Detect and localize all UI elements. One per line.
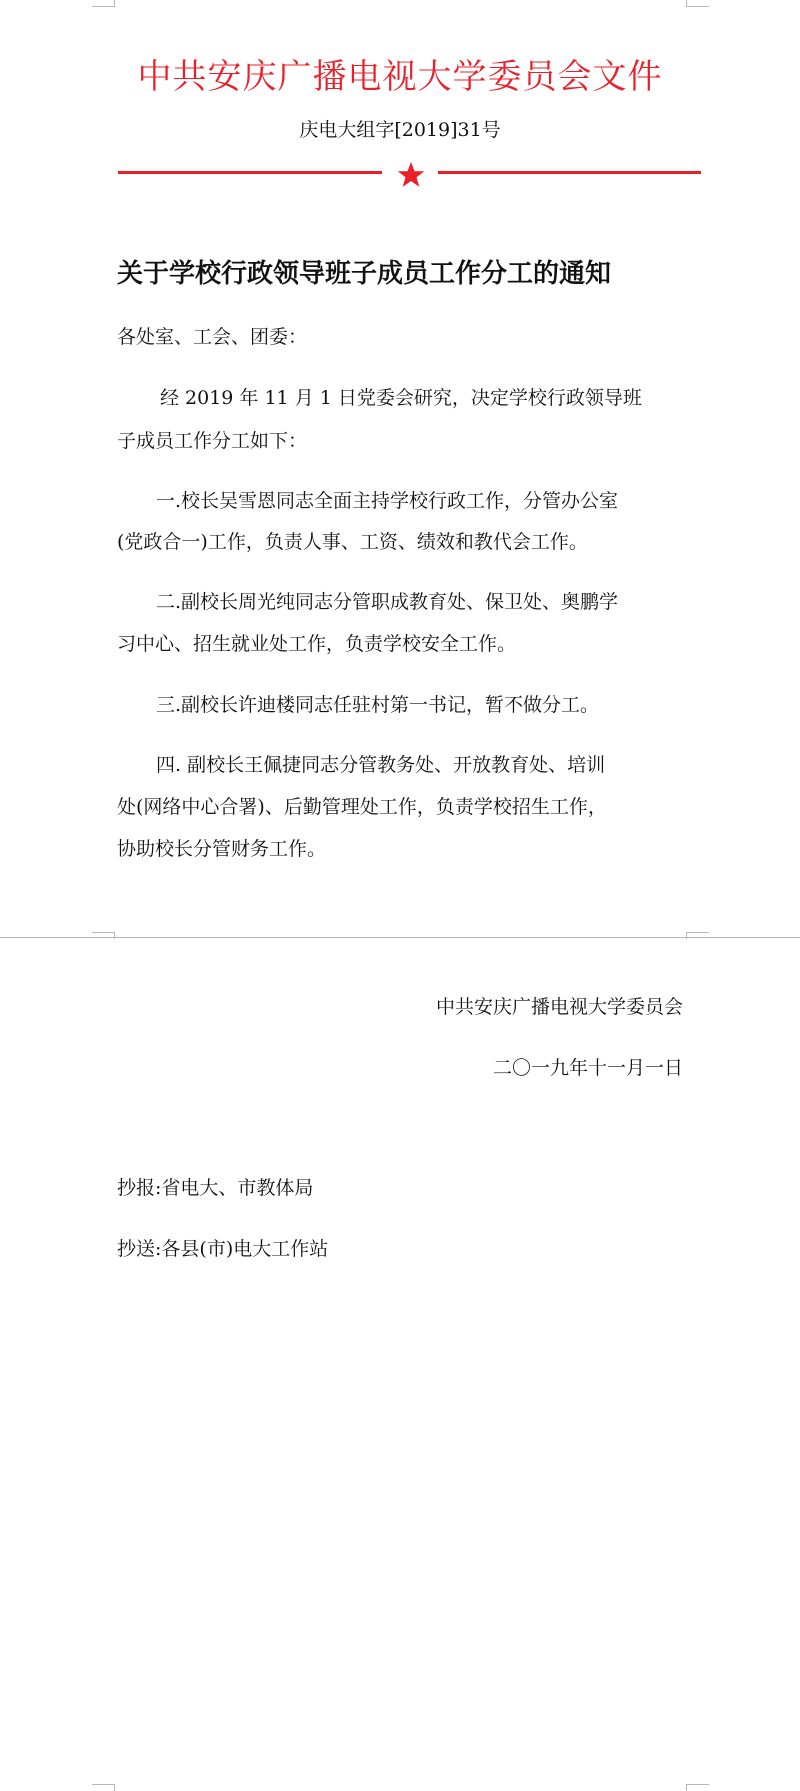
crop-mark: [686, 0, 709, 7]
salutation: 各处室、工会、团委：: [117, 326, 308, 348]
intro-line-2: 子成员工作分工如下：: [117, 430, 308, 452]
report-to-line: 抄报:省电大、市教体局: [117, 1177, 314, 1199]
item-1-line-2: (党政合一)工作，负责人事、工资、绩效和教代会工作。: [117, 531, 588, 553]
red-rule-left: [118, 171, 382, 174]
crop-mark: [686, 932, 709, 939]
notice-title: 关于学校行政领导班子成员工作分工的通知: [117, 259, 612, 289]
item-3-line-1: 三.副校长许迪楼同志任驻村第一书记，暂不做分工。: [156, 694, 600, 716]
copy-to-line: 抄送:各县(市)电大工作站: [117, 1238, 329, 1260]
item-2-line-2: 习中心、招生就业处工作，负责学校安全工作。: [117, 633, 517, 655]
item-4-line-1: 四. 副校长王佩捷同志分管教务处、开放教育处、培训: [156, 754, 606, 776]
red-star-icon: [396, 160, 426, 190]
item-4-line-2: 处(网络中心合署)、后勤管理处工作，负责学校招生工作，: [117, 796, 607, 818]
item-4-line-3: 协助校长分管财务工作。: [117, 838, 327, 860]
signature-organization: 中共安庆广播电视大学委员会: [435, 996, 683, 1018]
header-title: 中共安庆广播电视大学委员会文件: [137, 57, 663, 97]
crop-mark: [92, 1784, 115, 1791]
item-1-line-1: 一.校长吴雪恩同志全面主持学校行政工作，分管办公室: [156, 490, 619, 512]
crop-mark: [92, 932, 115, 939]
crop-mark: [92, 0, 115, 7]
crop-mark: [686, 1784, 709, 1791]
intro-line-1: 经 2019 年 11 月 1 日党委会研究，决定学校行政领导班: [160, 387, 642, 409]
page-break-line: [0, 937, 800, 938]
red-rule-right: [438, 171, 701, 174]
document-number: 庆电大组字[2019]31号: [299, 119, 501, 141]
signature-date: 二〇一九年十一月一日: [492, 1057, 683, 1079]
item-2-line-1: 二.副校长周光纯同志分管职成教育处、保卫处、奥鹏学: [156, 591, 619, 613]
